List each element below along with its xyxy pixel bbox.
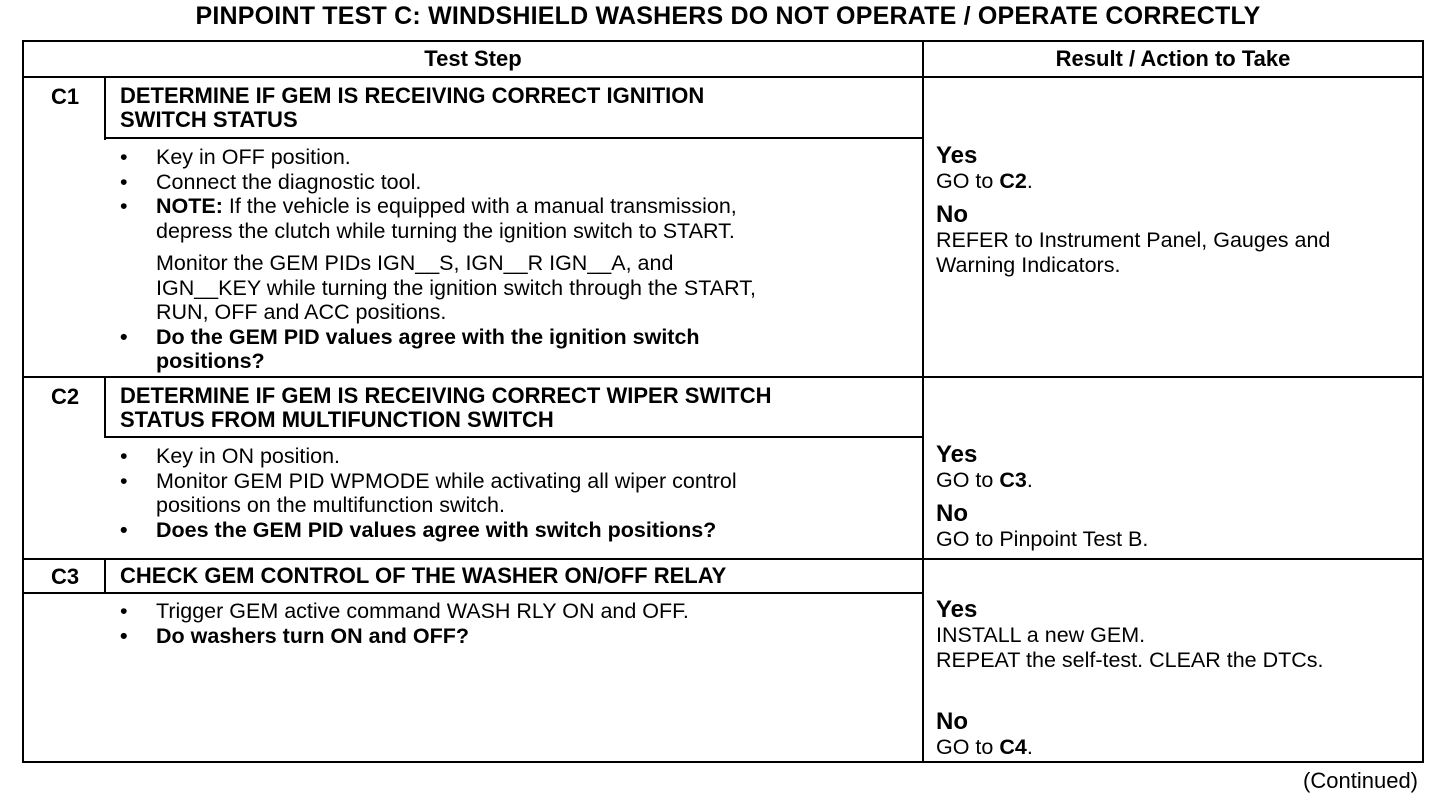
test-step-header: Test Step	[424, 46, 522, 71]
question-item: • Does the GEM PID values agree with switch positions?	[120, 517, 717, 542]
list-item: • NOTE: If the vehicle is equipped with a manual transmission, depress the clutch while turning the ignition switch to START.	[120, 194, 737, 243]
no-label: No	[936, 201, 968, 228]
step-title: CHECK GEM CONTROL OF THE WASHER ON/OFF RELAY	[120, 563, 727, 588]
step-title: DETERMINE IF GEM IS RECEIVING CORRECT WIPER SWITCH STATUS FROM MULTIFUNCTION SWITCH	[120, 383, 772, 432]
yes-action: GO to C3.	[936, 468, 1033, 492]
list-item: • Monitor GEM PID WPMODE while activating all wiper control positions on the multifunction switch.	[120, 468, 737, 517]
list-item: • Trigger GEM active command WASH RLY ON and OFF.	[120, 599, 689, 623]
question-item: • Do washers turn ON and OFF?	[120, 623, 469, 648]
yes-action: INSTALL a new GEM. REPEAT the self-test. CLEAR the DTCs.	[936, 623, 1324, 672]
list-item: • Key in OFF position.	[120, 145, 351, 169]
step-title-divider	[104, 137, 924, 139]
pinpoint-test-table	[22, 40, 1424, 763]
step-instructions	[120, 444, 910, 542]
result-cell	[936, 143, 1416, 278]
header-divider	[24, 76, 1422, 78]
no-action: GO to C4.	[936, 735, 1033, 759]
page-title: PINPOINT TEST C: WINDSHIELD WASHERS DO NOT OPERATE / OPERATE CORRECTLY	[195, 2, 1261, 30]
column-divider	[922, 42, 924, 761]
no-action: REFER to Instrument Panel, Gauges and Warning Indicators.	[936, 228, 1331, 277]
step-code: C3	[50, 564, 80, 589]
step-instructions	[120, 599, 910, 648]
row-divider	[24, 376, 1422, 378]
yes-label: Yes	[936, 596, 978, 623]
list-item: • Key in ON position.	[120, 444, 341, 468]
continued-note: (Continued)	[1303, 768, 1418, 793]
no-action: GO to Pinpoint Test B.	[936, 527, 1149, 551]
yes-action: GO to C2.	[936, 169, 1033, 193]
step-title: DETERMINE IF GEM IS RECEIVING CORRECT IGNITION SWITCH STATUS	[120, 83, 705, 132]
step-title-divider	[104, 436, 924, 438]
result-cell	[936, 442, 1416, 552]
row-divider	[24, 558, 1422, 560]
list-item: • Connect the diagnostic tool.	[120, 169, 422, 194]
step-instructions	[120, 145, 910, 374]
yes-label: Yes	[936, 441, 978, 468]
step-code: C1	[50, 84, 80, 109]
result-cell	[936, 597, 1416, 760]
step-code: C2	[50, 384, 80, 409]
yes-label: Yes	[936, 142, 978, 169]
step-title-divider	[24, 592, 924, 594]
list-paragraph: Monitor the GEM PIDs IGN__S, IGN__R IGN__A, and IGN__KEY while turning the ignition switch through the START, RUN, OFF and ACC positions.	[156, 251, 756, 324]
note-label: NOTE:	[156, 194, 223, 218]
no-label: No	[936, 708, 968, 735]
no-label: No	[936, 500, 968, 527]
result-header: Result / Action to Take	[1055, 46, 1291, 71]
question-item: • Do the GEM PID values agree with the ignition switch positions?	[120, 324, 700, 373]
